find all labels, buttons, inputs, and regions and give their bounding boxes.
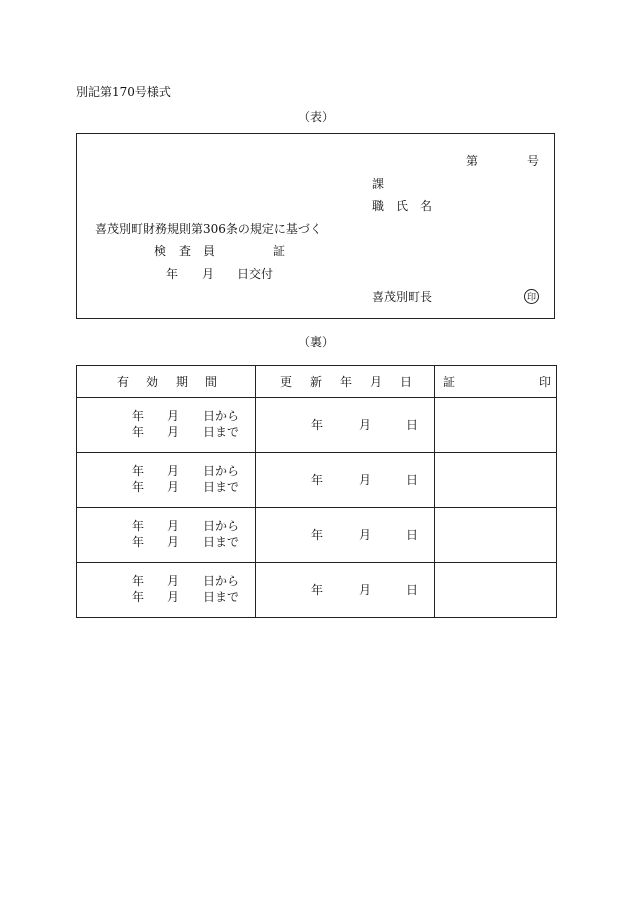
- name-label-3: 名: [420, 199, 433, 213]
- to-month: 月: [167, 590, 180, 604]
- renewal-table: [76, 365, 557, 618]
- table-header-row: [77, 366, 557, 398]
- seal-icon: [524, 289, 539, 304]
- number-label-dai: 第: [466, 154, 479, 168]
- from-month: 月: [167, 409, 180, 423]
- issue-day: 日交付: [237, 267, 274, 281]
- seal-cell: [435, 508, 557, 563]
- from-day: 日から: [203, 464, 240, 478]
- issue-year: 年: [166, 267, 179, 281]
- to-day: 日まで: [203, 535, 240, 549]
- to-year: 年: [132, 590, 145, 604]
- header-validity-char: 効: [146, 375, 159, 389]
- from-day: 日から: [203, 409, 240, 423]
- seal-char: 印: [526, 293, 536, 303]
- table-row: [77, 453, 557, 508]
- header-validity-char: 間: [205, 375, 218, 389]
- from-month: 月: [167, 574, 180, 588]
- to-day: 日まで: [203, 480, 240, 494]
- to-day: 日まで: [203, 425, 240, 439]
- renewal-year: 年: [311, 583, 324, 597]
- header-certificate-char: 印: [539, 375, 552, 389]
- to-month: 月: [167, 425, 180, 439]
- renewal-month: 月: [359, 418, 372, 432]
- from-year: 年: [132, 464, 145, 478]
- name-label-1: 職: [372, 199, 385, 213]
- header-renewal: [256, 366, 435, 398]
- to-year: 年: [132, 425, 145, 439]
- table-row: [77, 563, 557, 618]
- renewal-month: 月: [359, 583, 372, 597]
- renewal-month: 月: [359, 528, 372, 542]
- renewal-day: 日: [406, 473, 419, 487]
- renewal-cell: [256, 398, 435, 453]
- basis-text: 喜茂別町財務規則第306条の規定に基づく: [95, 222, 322, 236]
- validity-cell: [77, 563, 256, 618]
- renewal-year: 年: [311, 418, 324, 432]
- title-char-3: 員: [203, 244, 216, 258]
- validity-cell: [77, 453, 256, 508]
- from-day: 日から: [203, 574, 240, 588]
- table-row: [77, 508, 557, 563]
- from-month: 月: [167, 519, 180, 533]
- seal-cell: [435, 398, 557, 453]
- header-certificate-char: 証: [443, 375, 456, 389]
- header-renewal-char: 新: [310, 375, 323, 389]
- to-year: 年: [132, 535, 145, 549]
- section-label: 課: [372, 177, 385, 191]
- header-validity: [77, 366, 256, 398]
- validity-cell: [77, 398, 256, 453]
- to-month: 月: [167, 480, 180, 494]
- from-year: 年: [132, 574, 145, 588]
- title-char-1: 検: [154, 244, 167, 258]
- issuer: 喜茂別町長: [372, 290, 433, 304]
- seal-cell: [435, 563, 557, 618]
- renewal-month: 月: [359, 473, 372, 487]
- renewal-day: 日: [406, 418, 419, 432]
- renewal-year: 年: [311, 528, 324, 542]
- back-heading: （裏）: [298, 335, 335, 349]
- number-label-go: 号: [527, 154, 540, 168]
- name-label-2: 氏: [396, 199, 409, 213]
- from-year: 年: [132, 409, 145, 423]
- form-code: 別記第170号様式: [76, 85, 171, 99]
- front-heading: （表）: [298, 110, 335, 124]
- header-validity-char: 有: [117, 375, 130, 389]
- renewal-day: 日: [406, 528, 419, 542]
- from-month: 月: [167, 464, 180, 478]
- renewal-year: 年: [311, 473, 324, 487]
- title-char-2: 査: [179, 244, 192, 258]
- header-validity-char: 期: [176, 375, 189, 389]
- header-certificate: [435, 366, 557, 398]
- table-row: [77, 398, 557, 453]
- seal-cell: [435, 453, 557, 508]
- renewal-cell: [256, 508, 435, 563]
- from-day: 日から: [203, 519, 240, 533]
- header-renewal-char: 更: [280, 375, 293, 389]
- header-renewal-char: 月: [370, 375, 383, 389]
- from-year: 年: [132, 519, 145, 533]
- header-renewal-char: 日: [400, 375, 413, 389]
- validity-cell: [77, 508, 256, 563]
- header-renewal-char: 年: [340, 375, 353, 389]
- renewal-cell: [256, 453, 435, 508]
- to-month: 月: [167, 535, 180, 549]
- renewal-cell: [256, 563, 435, 618]
- to-day: 日まで: [203, 590, 240, 604]
- issue-month: 月: [202, 267, 215, 281]
- renewal-day: 日: [406, 583, 419, 597]
- title-suffix: 証: [273, 244, 286, 258]
- to-year: 年: [132, 480, 145, 494]
